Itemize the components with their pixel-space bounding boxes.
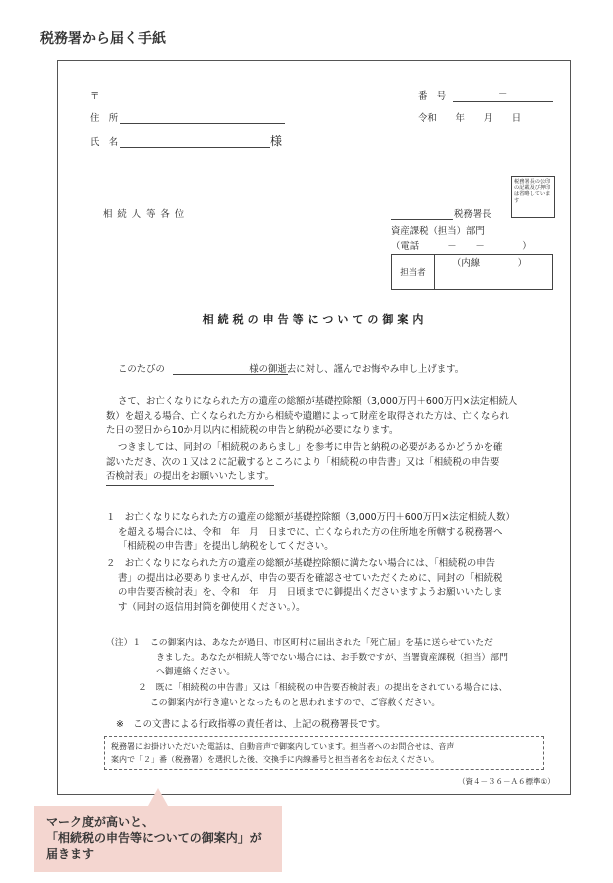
seal-note: 税務署長の公印の記載及び押印は省略しています <box>511 176 555 218</box>
callout-note <box>34 806 282 872</box>
number-label: 番 号 <box>418 91 447 102</box>
phone-info-line: 案内で「２」番（税務署）を選択した後、交換手に内線番号と担当者名をお伝えください。 <box>111 755 439 764</box>
note-1-line: きました。あなたが相続人等でない場合には、お手数ですが、当署資産課税（担当）部門 <box>156 652 508 663</box>
number-dash: － <box>498 89 508 100</box>
item-1-line: を超える場合には、令和 年 月 日までに、亡くなられた方の住所地を所轄する税務署へ <box>118 526 503 538</box>
paragraph-2-line: 否検討表」の提出をお願いいたします。 <box>106 470 274 486</box>
contact-cell-label: 担当者 <box>392 255 435 289</box>
paragraph-2-line: つきましては、同封の「相続税のあらまし」を参考に申告と納税の必要があるかどうかを確 <box>118 442 503 453</box>
note-1-line: （注）１ この御案内は、あなたが過日、市区町村に届出された「死亡届」を基に送らせていただ <box>106 638 493 648</box>
document-title: 相続税の申告等についての御案内 <box>202 313 428 326</box>
paragraph-1-line: さて、お亡くなりになられた方の遺産の総額が基礎控除額（3,000万円＋600万円×法定相続人 <box>118 396 518 407</box>
tax-notice-document <box>57 60 571 795</box>
item-2 <box>106 557 566 615</box>
note-1-line: へ御連絡ください。 <box>156 667 236 677</box>
address-label: 住 所 <box>90 113 119 124</box>
page-caption: 税務署から届く手紙 <box>40 31 166 47</box>
paragraph-1 <box>106 395 566 439</box>
item-1 <box>106 511 566 555</box>
item-1-line: 「相続税の申告書」を提出し納税をしてください。 <box>118 541 334 552</box>
note-1 <box>106 636 566 680</box>
office-head: 税務署長 <box>454 209 492 220</box>
name-label: 氏 名 <box>90 137 119 148</box>
item-2-line: す（同封の返信用封筒を御使用ください。）。 <box>118 601 306 613</box>
responsible-note: ※ この文書による行政指導の責任者は、上記の税務署長です。 <box>116 719 386 730</box>
heirs-salutation: 相 続 人 等 各 位 <box>103 209 186 220</box>
contact-box <box>391 254 553 290</box>
paragraph-1-line: 数）を超える場合、亡くなられた方から相続や遺贈によって財産を取得された方は、亡くなられ <box>106 410 510 422</box>
paragraph-2-line: 認いただき、次の１又は２に記載するところにより「相続税の申告書」又は「相続税の申告要 <box>106 456 500 468</box>
name-line <box>120 137 270 148</box>
date-line: 令和 年 月 日 <box>418 113 522 124</box>
note-2 <box>138 681 558 710</box>
callout-line: 届きます <box>46 847 95 861</box>
office-line <box>391 209 453 220</box>
deceased-name-line <box>173 364 288 375</box>
phone-info-line: 税務署にお掛けいただいた電話は、自動音声で御案内しています。担当者へのお問合せは、音声 <box>111 742 455 751</box>
extension-line: （内線 ） <box>452 258 528 269</box>
item-1-line: １ お亡くなりになられた方の遺産の総額が基礎控除額（3,000万円＋600万円×法定相続人数） <box>106 512 515 523</box>
postal-mark: 〒 <box>90 91 100 102</box>
paragraph-1-line: た日の翌日から10か月以内に相続税の申告と納税が必要になります。 <box>106 425 399 436</box>
department: 資産課税（担当）部門 <box>391 226 485 237</box>
greeting: このたびの 様の御逝去に対し、謹んでお悔やみ申し上げます。 <box>118 364 465 375</box>
note-2-line: ２ 既に「相続税の申告書」又は「相続税の申告要否検討表」の提出をされている場合には、 <box>138 683 508 693</box>
item-2-line: ２ お亡くなりになられた方の遺産の総額が基礎控除額に満たない場合には、「相続税の申告 <box>106 558 496 569</box>
honorific: 様 <box>270 134 283 148</box>
form-number: （資４－３６－Ａ６標準①） <box>458 777 555 786</box>
callout-line: 「相続税の申告等についての御案内」が <box>46 831 262 845</box>
callout-line: マーク度が高いと、 <box>46 815 155 829</box>
address-line <box>120 113 285 124</box>
phone-info-box <box>104 736 544 770</box>
note-2-line: この御案内が行き違いとなったものと思われますので、ご容赦ください。 <box>150 697 441 708</box>
item-2-line: 書」の提出は必要ありませんが、申告の要否を確認させていただくために、同封の「相続税 <box>118 572 503 584</box>
item-2-line: の申告要否検討表」を、令和 年 月 日頃までに御提出くださいますようお願いいたしま <box>118 587 503 598</box>
phone-line: （電話 － － ） <box>391 241 532 252</box>
paragraph-2 <box>106 441 566 486</box>
callout-pointer <box>148 788 168 806</box>
